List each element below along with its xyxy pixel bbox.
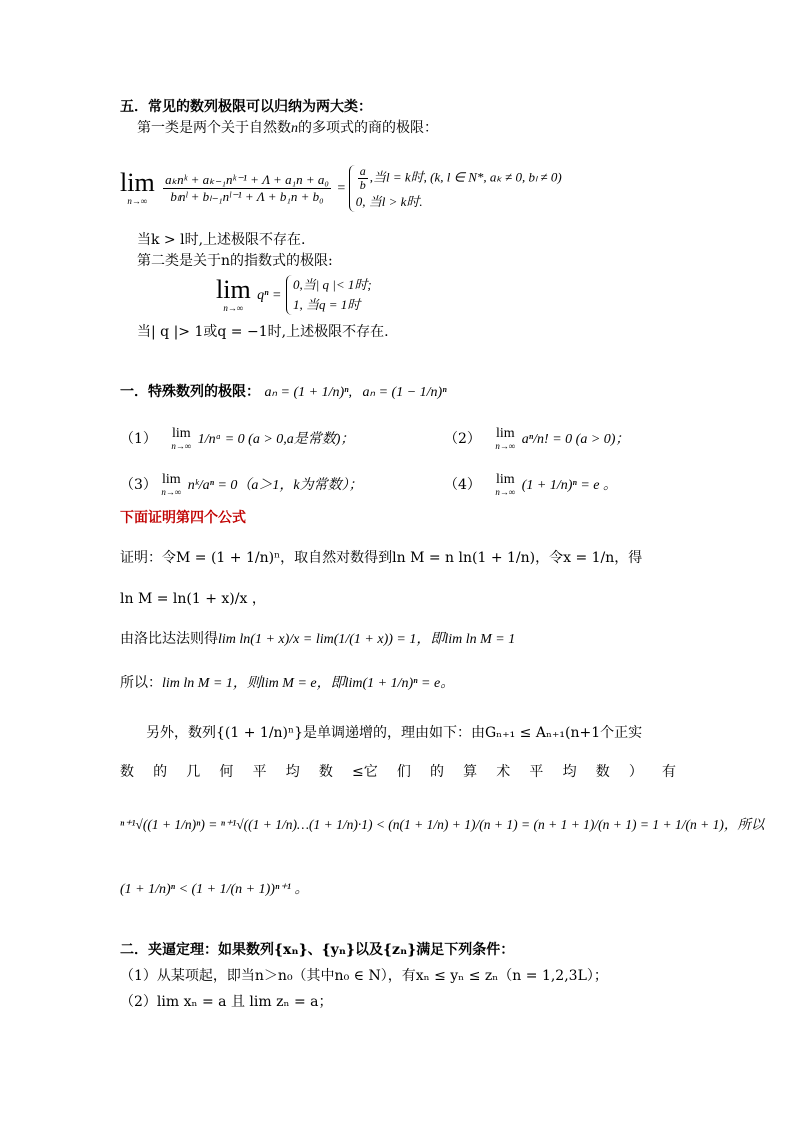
- proof-line-6-word: 算: [463, 764, 478, 780]
- proof-line-6-word: 们: [396, 764, 411, 780]
- proof-line-6-word: 的: [430, 764, 444, 780]
- second-class-text: 第二类是关于n的指数式的极限:: [137, 253, 333, 269]
- proof-line-6-word: 有: [661, 764, 676, 780]
- polynomial-limit-formula: lim n→∞ $\frac{\text{aₖnᵏ + aₖ₋₁nᵏ⁻¹ + Λ + a₁n + a₀}}{\text{bₗnˡ + bₗ₋₁nˡ⁻¹ + Λ + b₁n + b₀}}$ = $\frac{a}{b}$ ,当l = k时, (k, l ∈ N*, aₖ ≠ 0, bₗ ≠ 0) 0, 当l > k时.: [120, 158, 562, 228]
- proof-line-6: [120, 762, 676, 782]
- note-k-greater-l: 当k > l时,上述极限不存在.: [137, 232, 306, 248]
- section-one-heading: 一．特殊数列的极限：: [120, 384, 260, 400]
- condition-1: （1）从某项起，即当n＞n₀（其中n₀ ∈ N），有xₙ ≤ yₙ ≤ zₙ（n = 1,2,3L）；: [120, 968, 608, 984]
- section-five-intro: [137, 118, 438, 139]
- formula-2: （2） lim n→∞ aⁿ/n! = 0 (a > 0)；: [444, 426, 630, 451]
- proof-line-7: ⁿ⁺¹√((1 + 1/n)ⁿ) = ⁿ⁺¹√((1 + 1/n)…(1 + 1/n)·1) < (n(1 + 1/n) + 1)/(n + 1) = (n + 1 + 1)/(n + 1) = 1 + 1/(n + 1)，所以: [120, 817, 765, 832]
- proof-line-2: ln M = ln(1 + x)/x ，: [120, 591, 266, 607]
- proof-line-6-word: 均: [285, 764, 300, 780]
- proof-line-6-word: 数: [595, 764, 610, 780]
- proof-line-6-word: ）: [628, 764, 643, 780]
- proof-line-6-word: 几: [186, 764, 201, 780]
- section-five-heading: 五．常见的数列极限可以归纳为两大类：: [120, 99, 372, 115]
- exponential-limit-formula: lim n→∞ qⁿ = 0,当| q |< 1时; 1, 当q = 1时: [216, 275, 372, 313]
- an-formula-1: aₙ = (1 + 1/n)ⁿ,: [264, 385, 353, 400]
- proof-line-6-word: 的: [153, 764, 168, 780]
- proof-line-6-word: 何: [219, 764, 234, 780]
- lim-operator: lim n→∞: [120, 168, 155, 206]
- proof-line-6-word: 数: [120, 764, 134, 780]
- intro-var: n: [291, 121, 298, 136]
- formula-1: （1） lim n→∞ 1/nᵃ = 0 (a > 0,a是常数)；: [120, 426, 355, 451]
- proof-line-1: 证明：令M = (1 + 1/n)ⁿ，取自然对数得到ln M = n ln(1 + 1/n)，令x = 1/n，得: [120, 550, 643, 566]
- an-formula-2: aₙ = (1 − 1/n)ⁿ: [362, 385, 447, 400]
- intro-tail: 的多项式的商的极限：: [298, 120, 438, 136]
- proof-line-6-word: ≤它: [351, 764, 378, 780]
- proof-line-4: 所以：lim ln M = 1，则lim M = e，即lim(1 + 1/n)ⁿ = e。: [120, 675, 455, 691]
- proof-line-6-word: 术: [496, 764, 511, 780]
- exponential-cases: 0,当| q |< 1时; 1, 当q = 1时: [286, 275, 372, 315]
- section-two-heading: 二．夹逼定理：如果数列{xₙ}、{yₙ}以及{zₙ}满足下列条件：: [120, 942, 515, 958]
- intro-text: 第一类是两个关于自然数: [137, 120, 291, 136]
- polynomial-cases: $\frac{a}{b}$ ,当l = k时, (k, l ∈ N*, aₖ ≠ 0, bₗ ≠ 0) 0, 当l > k时.: [349, 165, 562, 212]
- formula-4: （4） lim n→∞ (1 + 1/n)ⁿ = e 。: [444, 472, 617, 497]
- note-q-condition: 当| q |> 1或q = −1时,上述极限不存在.: [137, 324, 389, 340]
- formula-3: （3） lim n→∞ nᵏ/aⁿ = 0（a＞1，k为常数）；: [120, 472, 363, 497]
- proof-line-6-word: 平: [252, 764, 267, 780]
- proof-line-5: 另外，数列{(1 + 1/n)ⁿ}是单调递增的，理由如下：由Gₙ₊₁ ≤ Aₙ₊₁(n+1个正实: [146, 725, 643, 741]
- proof-line-6-word: 数: [318, 764, 333, 780]
- section-one-line: [120, 372, 447, 413]
- condition-2: （2）lim xₙ = a 且 lim zₙ = a；: [120, 994, 333, 1010]
- polynomial-fraction: $\frac{\text{aₖnᵏ + aₖ₋₁nᵏ⁻¹ + Λ + a₁n + a₀}}{\text{bₗnˡ + bₗ₋₁nˡ⁻¹ + Λ + b₁n + b₀}}$: [165, 171, 329, 204]
- proof-heading: 下面证明第四个公式: [120, 510, 246, 526]
- proof-line-6-word: 均: [562, 764, 577, 780]
- proof-line-8: (1 + 1/n)ⁿ < (1 + 1/(n + 1))ⁿ⁺¹ 。: [120, 882, 309, 897]
- proof-line-6-word: 平: [529, 764, 544, 780]
- proof-line-3: 由洛比达法则得lim ln(1 + x)/x = lim(1/(1 + x)) = 1，即lim ln M = 1: [120, 631, 516, 647]
